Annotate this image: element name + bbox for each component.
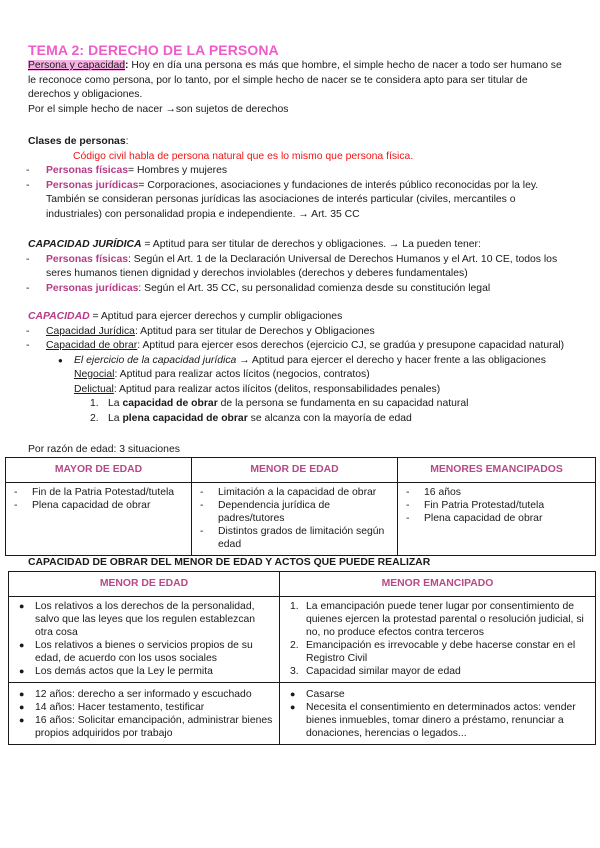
- intro-colon: :: [125, 60, 129, 71]
- item-text: Necesita el consentimiento en determinados actos: vender bienes inmuebles, tomar dinero a préstamo, renunciar a donaciones, herencias o legados...: [306, 702, 576, 739]
- item-text: Fin de la Patria Potestad/tutela: [32, 487, 175, 498]
- item-bold: plena capacidad de obrar: [122, 412, 248, 424]
- edad-caption: Por razón de edad: 3 situaciones: [28, 444, 180, 455]
- item-text: = Hombres y mujeres: [128, 165, 228, 176]
- bullet-marker: ●: [19, 601, 25, 611]
- header-menor-emancipado: MENOR EMANCIPADO: [280, 572, 596, 597]
- list-item: [15, 600, 275, 639]
- dash-marker: -: [406, 513, 410, 524]
- number-marker: 2.: [90, 412, 99, 424]
- list-item: [15, 701, 275, 714]
- number-marker: 3.: [290, 666, 299, 677]
- list-item: [15, 639, 275, 665]
- list-item: [28, 325, 598, 340]
- list-item: [286, 701, 591, 740]
- cell-menor-edades: [9, 683, 280, 745]
- number-marker: 1.: [290, 601, 299, 612]
- list-item: [15, 665, 275, 678]
- bullet-text: → Aptitud para ejercer el derecho y hacer frente a las obligaciones: [236, 354, 546, 366]
- item-post: se alcanza con la mayoría de edad: [247, 412, 412, 424]
- clases-heading-colon: :: [125, 136, 129, 147]
- list-item: [28, 253, 598, 282]
- dash-marker: -: [406, 500, 410, 511]
- delictual-text: : Aptitud para realizar actos ilícitos (delitos, responsabilidades penales): [113, 383, 441, 395]
- list-item: [404, 512, 591, 525]
- item-text: Capacidad similar mayor de edad: [306, 666, 461, 677]
- negocial-label: Negocial: [74, 369, 115, 380]
- dash-marker: -: [26, 340, 30, 351]
- item-text: Limitación a la capacidad de obrar: [218, 487, 377, 498]
- item-label: Capacidad Jurídica: [46, 325, 135, 337]
- bullet-marker: ●: [19, 640, 25, 650]
- item-pre: La: [108, 398, 123, 409]
- list-item: [28, 164, 598, 179]
- item-text: La emancipación puede tener lugar por consentimiento de quienes ejercen la protestad parental o resolución judicial, si no, no produce efectos contra terceros: [306, 601, 584, 638]
- capacidad-text: = Aptitud para ejercer derechos y cumplir obligaciones: [89, 311, 343, 322]
- item-post: de la persona se fundamenta en su capacidad natural: [217, 398, 469, 409]
- number-marker: 1.: [90, 398, 99, 409]
- item-text-2: También se consideran personas jurídicas las asociaciones de interés particular (civiles, mercantiles o: [46, 194, 516, 205]
- bullet-marker: ●: [19, 666, 25, 676]
- numbered-list: [28, 397, 598, 426]
- list-item: [286, 600, 591, 639]
- cell-emancipado-otros: [280, 683, 596, 745]
- bullet-marker: ●: [290, 702, 296, 712]
- item-text-3: industriales) con personalidad propia e independiente. → Art. 35 CC: [46, 208, 360, 220]
- list-item: [286, 665, 591, 678]
- header-menor-de-edad: MENOR DE EDAD: [192, 458, 398, 483]
- dash-marker: -: [406, 487, 410, 498]
- capacidad-juridica-section: [28, 238, 598, 296]
- edad-table: [5, 457, 596, 556]
- numbered-item: [90, 397, 598, 412]
- intro-label: Persona y capacidad: [28, 60, 126, 71]
- dash-marker: -: [26, 253, 30, 265]
- clases-section: [28, 135, 598, 222]
- item-text: Plena capacidad de obrar: [32, 500, 151, 511]
- delictual-label: Delictual: [74, 383, 114, 395]
- header-menores-emancipados: MENORES EMANCIPADOS: [398, 458, 596, 483]
- item-label: Personas físicas: [46, 165, 129, 176]
- list-item: [286, 639, 591, 665]
- list-item: [404, 486, 591, 499]
- negocial-text: : Aptitud para realizar actos lícitos (negocios, contratos): [114, 369, 370, 380]
- item-text: Los demás actos que la Ley le permita: [35, 666, 213, 677]
- clases-note: Código civil habla de persona natural que es lo mismo que persona física.: [73, 150, 414, 162]
- item-text: 16 años: Solicitar emancipación, administrar bienes propios adquiridos por trabajo: [35, 715, 273, 739]
- list-item: [286, 688, 591, 701]
- item-text-2: seres humanos tienen dignidad y derechos inviolables (derechos y deberes fundamentales): [46, 268, 468, 279]
- item-text: : Según el Art. 1 de la Declaración Universal de Derechos Humanos y el Art. 10 CE, todos los: [128, 253, 558, 265]
- item-text: : Según el Art. 35 CC, su personalidad comienza desde su constitución legal: [138, 282, 491, 294]
- bullet-italic: El ejercicio de la capacidad jurídica: [74, 354, 237, 366]
- capacidad-heading: CAPACIDAD: [28, 311, 90, 322]
- dash-marker: -: [200, 487, 204, 498]
- item-text: 16 años: [424, 487, 461, 498]
- bullet-marker: ●: [290, 689, 296, 699]
- bullet-marker: ●: [58, 355, 63, 365]
- dash-marker: -: [14, 487, 18, 498]
- intro-line-4: Por el simple hecho de nacer →son sujetos de derechos: [28, 103, 289, 115]
- item-text: : Aptitud para ser titular de Derechos y Obligaciones: [134, 325, 375, 337]
- intro-text-2: le reconoce como persona, por lo tanto, por el simple hecho de nacer se te considera apto para ser titular de: [28, 74, 528, 86]
- dash-marker: -: [26, 165, 30, 176]
- item-text: Plena capacidad de obrar: [424, 513, 543, 524]
- capacidad-section: [28, 310, 598, 426]
- list-item: [28, 282, 598, 297]
- list-item: [198, 525, 393, 551]
- list-item: [198, 499, 393, 525]
- item-text: Casarse: [306, 689, 345, 700]
- dash-marker: -: [14, 500, 18, 511]
- list-item: [28, 339, 598, 354]
- dash-marker: -: [26, 282, 30, 294]
- item-text: 14 años: Hacer testamento, testificar: [35, 702, 205, 713]
- item-text: 12 años: derecho a ser informado y escuchado: [35, 689, 252, 700]
- item-text: : Aptitud para ejercer esos derechos (ejercicio CJ, se gradúa y presupone capacidad natural): [137, 340, 565, 351]
- dash-marker: -: [200, 526, 204, 537]
- item-label: Personas físicas: [46, 253, 129, 265]
- item-label: Capacidad de obrar: [46, 340, 138, 351]
- cell-menor-actos: [9, 597, 280, 683]
- obrar-caption: CAPACIDAD DE OBRAR DEL MENOR DE EDAD Y ACTOS QUE PUEDE REALIZAR: [28, 557, 431, 568]
- list-item: [15, 688, 275, 701]
- list-item: [28, 179, 598, 223]
- intro-text: Hoy en día una persona es más que hombre, el simple hecho de nacer a todo ser humano se: [128, 60, 562, 71]
- item-text: Los relativos a los derechos de la personalidad, salvo que las leyes que los regulen establezcan otra cosa: [35, 601, 256, 638]
- list-item: [12, 486, 187, 499]
- list-item: [12, 499, 187, 512]
- dash-marker: -: [26, 179, 30, 191]
- cj-text: = Aptitud para ser titular de derechos y obligaciones. → La pueden tener:: [141, 239, 481, 250]
- list-item: [15, 714, 275, 740]
- intro-text-3: derechos y obligaciones.: [28, 89, 143, 100]
- item-text: Fin Patria Protestad/tutela: [424, 500, 545, 511]
- item-text: Dependencia jurídica de padres/tutores: [218, 500, 331, 524]
- item-text: Emancipación es irrevocable y debe hacerse constar en el Registro Civil: [306, 640, 576, 664]
- number-marker: 2.: [290, 640, 299, 651]
- header-menor-de-edad: MENOR DE EDAD: [9, 572, 280, 597]
- list-item: [198, 486, 393, 499]
- bullet-marker: ●: [19, 715, 25, 725]
- bullet-item: [28, 354, 598, 398]
- dash-marker: -: [26, 325, 30, 337]
- bullet-marker: ●: [19, 689, 25, 699]
- cj-heading: CAPACIDAD JURÍDICA: [28, 239, 142, 250]
- item-pre: La: [108, 412, 123, 424]
- cell-emancipado-actos: [280, 597, 596, 683]
- cell-menores-emancipados: [398, 483, 596, 556]
- bullet-marker: ●: [19, 702, 25, 712]
- list-item: [404, 499, 591, 512]
- clases-heading: Clases de personas: [28, 136, 126, 147]
- obrar-table: [8, 571, 596, 745]
- item-text: Distintos grados de limitación según edad: [218, 526, 385, 550]
- header-mayor-de-edad: MAYOR DE EDAD: [6, 458, 192, 483]
- dash-marker: -: [200, 500, 204, 511]
- cell-menor-de-edad: [192, 483, 398, 556]
- intro-section: [28, 59, 598, 117]
- page-title: TEMA 2: DERECHO DE LA PERSONA: [28, 42, 279, 58]
- item-text: = Corporaciones, asociaciones y fundaciones de interés público reconocidas por la ley.: [138, 179, 539, 191]
- item-label: Personas jurídicas: [46, 179, 139, 191]
- cell-mayor-de-edad: [6, 483, 192, 556]
- numbered-item: [90, 412, 598, 427]
- item-text: Los relativos a bienes o servicios propios de su edad, de acuerdo con los usos sociales: [35, 640, 253, 664]
- item-bold: capacidad de obrar: [122, 398, 218, 409]
- item-label: Personas jurídicas: [46, 282, 139, 294]
